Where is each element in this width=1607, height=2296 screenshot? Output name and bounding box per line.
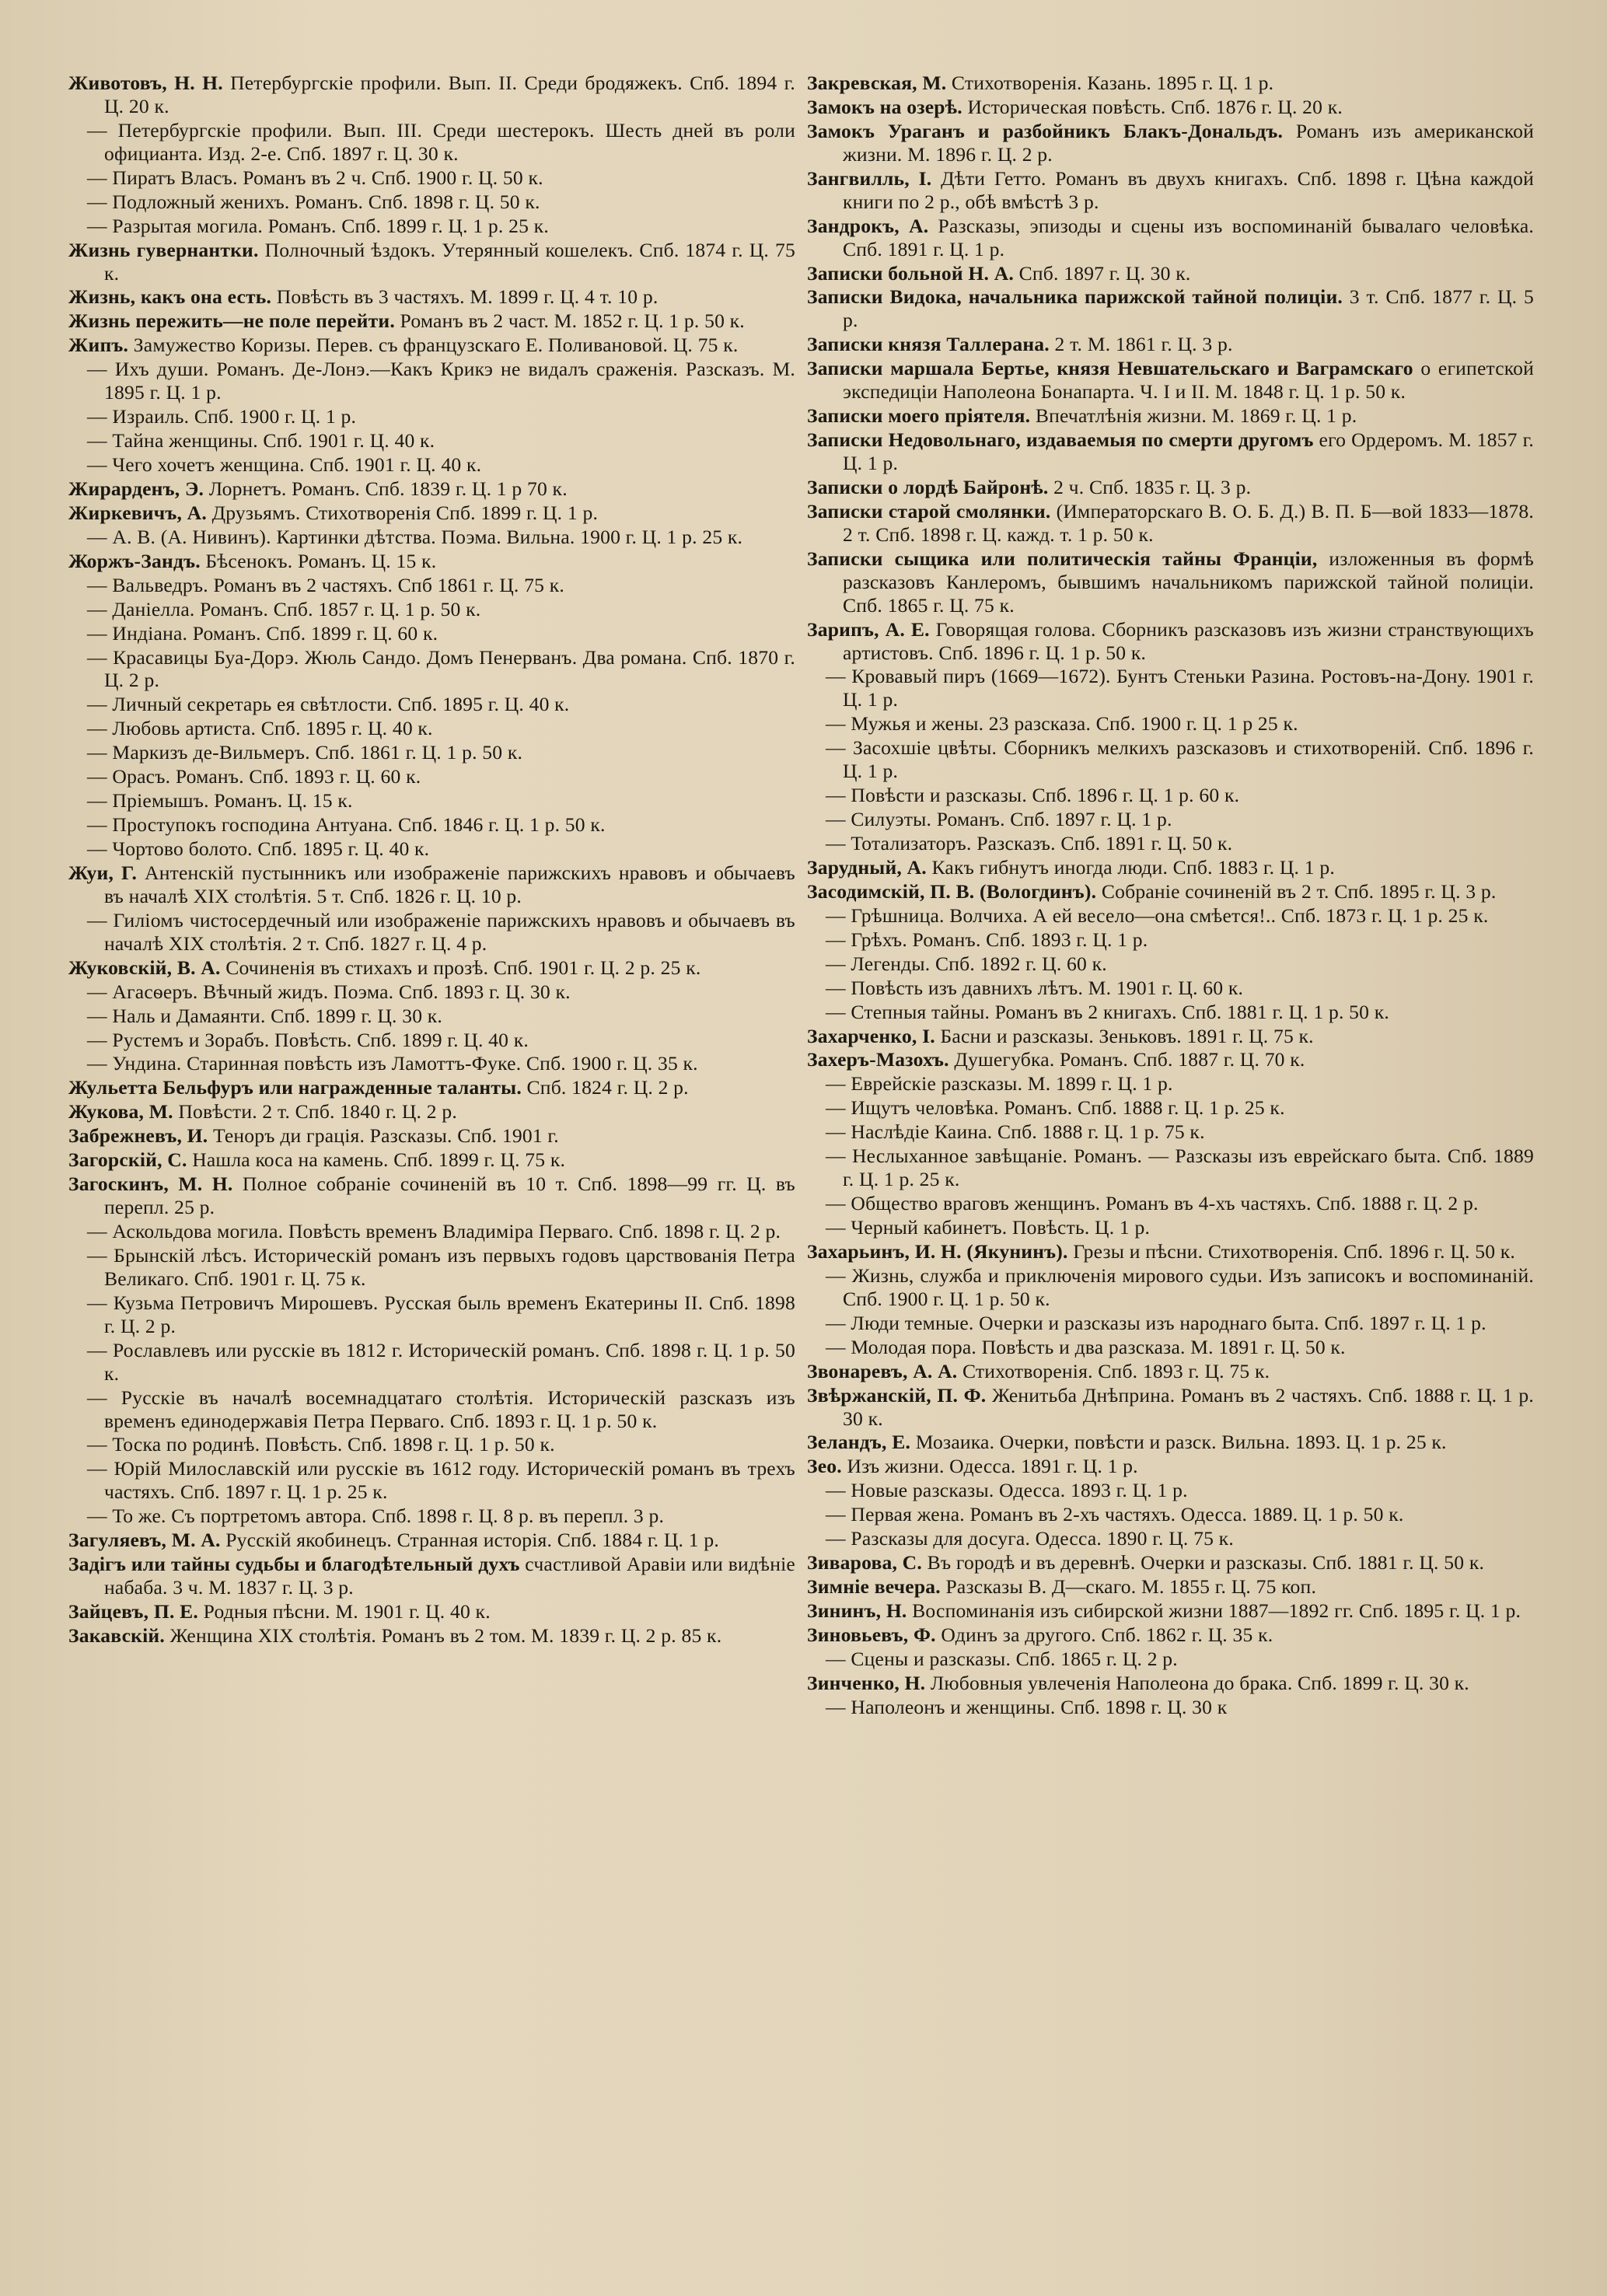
entry-author: Зиновьевъ, Ф. xyxy=(807,1623,936,1646)
entry-text: Какъ гибнутъ иногда люди. Спб. 1883 г. Ц. 1 р. xyxy=(931,855,1335,879)
entry-text: — Жизнь, служба и приключенія мирового судьи. Изъ записокъ и воспоминаній. Спб. 1900 г. Ц. 1 р. 50 к. xyxy=(826,1263,1534,1310)
catalog-entry xyxy=(807,72,1534,95)
catalog-entry xyxy=(807,167,1534,214)
catalog-entry xyxy=(68,765,795,788)
catalog-entry xyxy=(68,1339,795,1386)
catalog-entry xyxy=(807,1216,1534,1239)
catalog-entry xyxy=(807,357,1534,404)
entry-text: Родныя пѣсни. М. 1901 г. Ц. 40 к. xyxy=(203,1600,491,1623)
catalog-entry xyxy=(68,1433,795,1456)
catalog-entry xyxy=(807,1072,1534,1096)
entry-text: Историческая повѣсть. Спб. 1876 г. Ц. 20 к. xyxy=(967,95,1343,118)
catalog-entry xyxy=(68,1220,795,1243)
entry-author: Захарьинъ, И. Н. (Якунинъ). xyxy=(807,1239,1068,1263)
entry-author: Забрежневъ, И. xyxy=(68,1124,208,1148)
entry-author: Захарченко, І. xyxy=(807,1024,935,1047)
entry-text: Романъ въ 2 част. М. 1852 г. Ц. 1 р. 50 к. xyxy=(400,309,745,333)
catalog-entry xyxy=(68,285,795,309)
entry-text: Нашла коса на камень. Спб. 1899 г. Ц. 75 к. xyxy=(192,1148,566,1172)
entry-text: — Черный кабинетъ. Повѣсть. Ц. 1 р. xyxy=(826,1216,1151,1239)
entry-text: — Тоска по родинѣ. Повѣсть. Спб. 1898 г. Ц. 1 р. 50 к. xyxy=(87,1433,555,1456)
entry-text: — Общество враговъ женщинъ. Романъ въ 4-хъ частяхъ. Спб. 1888 г. Ц. 2 р. xyxy=(826,1192,1479,1215)
catalog-entry xyxy=(68,1291,795,1338)
catalog-entry xyxy=(807,1120,1534,1144)
entry-author: Записки больной Н. А. xyxy=(807,261,1014,285)
catalog-entry xyxy=(807,1696,1534,1719)
catalog-entry xyxy=(807,1312,1534,1335)
entry-text: — Юрій Милославскій или русскіе въ 1612 году. Историческій романъ въ трехъ частяхъ. Спб. 1897 г. Ц. 1 р. 25 к. xyxy=(87,1457,795,1504)
entry-author: Захеръ-Мазохъ. xyxy=(807,1048,949,1071)
entry-author: Зимніе вечера. xyxy=(807,1575,941,1599)
catalog-entry xyxy=(68,1100,795,1124)
entry-text: — Пріемышъ. Романъ. Ц. 15 к. xyxy=(87,789,353,813)
catalog-entry xyxy=(68,1529,795,1552)
entry-text: — Петербургскіе профили. Вып. III. Среди шестерокъ. Шесть дней въ роли официанта. Изд. 2-е. Спб. 1897 г. Ц. 30 к. xyxy=(87,118,795,165)
entry-author: Замокъ на озерѣ. xyxy=(807,95,962,118)
entry-text: Грезы и пѣсни. Стихотворенія. Спб. 1896 г. Ц. 50 к. xyxy=(1073,1239,1516,1263)
catalog-entry xyxy=(807,856,1534,879)
catalog-entry xyxy=(807,1048,1534,1071)
catalog-entry xyxy=(68,1386,795,1433)
catalog-entry xyxy=(68,526,795,549)
entry-text: Басни и разсказы. Зеньковъ. 1891 г. Ц. 75 к. xyxy=(940,1024,1314,1047)
catalog-entry xyxy=(807,547,1534,617)
entry-text: — Пиратъ Власъ. Романъ въ 2 ч. Спб. 1900 г. Ц. 50 к. xyxy=(87,166,543,189)
left-column xyxy=(68,72,795,1648)
entry-author: Жизнь, какъ она есть. xyxy=(68,285,272,309)
catalog-entry xyxy=(807,784,1534,807)
entry-text: Теноръ ди грація. Разсказы. Спб. 1901 г. xyxy=(212,1124,559,1148)
entry-author: Жуи, Г. xyxy=(68,861,138,884)
entry-text: — Тайна женщины. Спб. 1901 г. Ц. 40 к. xyxy=(87,429,435,453)
entry-author: Записки маршала Бертье, князя Невшательскаго и Ваграмскаго xyxy=(807,357,1413,380)
entry-text: о египетской экспедиціи Наполеона Бонапарта. Ч. I и II. М. 1848 г. Ц. 1 р. 50 к. xyxy=(843,357,1534,404)
catalog-entry xyxy=(807,1240,1534,1263)
entry-text: — Разсказы для досуга. Одесса. 1890 г. Ц. 75 к. xyxy=(826,1527,1234,1550)
catalog-entry xyxy=(807,736,1534,783)
catalog-entry xyxy=(68,309,795,333)
catalog-entry xyxy=(68,358,795,404)
catalog-entry xyxy=(807,952,1534,976)
entry-author: Жиркевичъ, А. xyxy=(68,501,207,524)
entry-author: Зео. xyxy=(807,1455,842,1478)
catalog-entry xyxy=(807,120,1534,166)
catalog-entry xyxy=(807,928,1534,952)
entry-text: — Чего хочетъ женщина. Спб. 1901 г. Ц. 40 к. xyxy=(87,453,482,476)
entry-author: Звѣржанскій, П. Ф. xyxy=(807,1383,987,1407)
catalog-entry xyxy=(68,1052,795,1075)
catalog-entry xyxy=(68,622,795,645)
entry-author: Зайцевъ, П. Е. xyxy=(68,1600,199,1623)
entry-text: — Силуэты. Романъ. Спб. 1897 г. Ц. 1 р. xyxy=(826,808,1172,831)
entry-text: изложенныя въ формѣ разсказовъ Канлеромъ, бывшимъ начальникомъ парижской тайной полиціи. Спб. 1865 г. Ц. 75 к. xyxy=(843,547,1534,617)
entry-text: — Повѣсти и разсказы. Спб. 1896 г. Ц. 1 р. 60 к. xyxy=(826,784,1240,807)
catalog-entry xyxy=(68,72,795,118)
catalog-entry xyxy=(807,1672,1534,1695)
entry-text: Спб. 1824 г. Ц. 2 р. xyxy=(526,1076,689,1099)
entry-text: — Неслыханное завѣщаніе. Романъ. — Разсказы изъ еврейскаго быта. Спб. 1889 г. Ц. 1 р. 25 к. xyxy=(826,1145,1534,1191)
entry-text: Антенскій пустынникъ или изображеніе парижскихъ нравовъ и обычаевъ въ началѣ XIX столѣтія. 5 т. Спб. 1826 г. Ц. 10 р. xyxy=(104,861,795,907)
catalog-entry xyxy=(807,618,1534,665)
entry-text: — То же. Съ портретомъ автора. Спб. 1898 г. Ц. 8 р. въ перепл. 3 р. xyxy=(87,1504,665,1528)
entry-author: Записки старой смолянки. xyxy=(807,499,1051,522)
entry-text: Собраніе сочиненій въ 2 т. Спб. 1895 г. Ц. 3 р. xyxy=(1101,879,1497,903)
entry-text: — Ундина. Старинная повѣсть изъ Ламоттъ-Фуке. Спб. 1900 г. Ц. 35 к. xyxy=(87,1052,698,1075)
entry-text: — Разрытая могила. Романъ. Спб. 1899 г. Ц. 1 р. 25 к. xyxy=(87,214,549,237)
entry-text: — Ищутъ человѣка. Романъ. Спб. 1888 г. Ц. 1 р. 25 к. xyxy=(826,1096,1285,1120)
entry-text: Впечатлѣнія жизни. М. 1869 г. Ц. 1 р. xyxy=(1035,404,1357,428)
catalog-entry xyxy=(68,980,795,1004)
catalog-entry xyxy=(68,1029,795,1052)
entry-author: Замокъ Ураганъ и разбойникъ Блакъ-Дональдъ. xyxy=(807,119,1284,142)
catalog-entry xyxy=(807,1479,1534,1502)
entry-author: Записки Недовольнаго, издаваемыя по смерти другомъ xyxy=(807,428,1314,452)
catalog-entry xyxy=(807,215,1534,261)
catalog-entry xyxy=(68,1172,795,1219)
entry-text: — Красавицы Буа-Дорэ. Жюль Сандо. Домъ Пенерванъ. Два романа. Спб. 1870 г. Ц. 2 р. xyxy=(87,645,795,692)
entry-text: — Рославлевъ или русскіе въ 1812 г. Историческій романъ. Спб. 1898 г. Ц. 1 р. 50 к. xyxy=(87,1338,795,1385)
entry-text: Дѣти Гетто. Романъ въ двухъ книгахъ. Спб. 1898 г. Цѣна каждой книги по 2 р., обѣ вмѣстѣ 3 р. xyxy=(843,166,1534,213)
catalog-entry xyxy=(68,190,795,214)
entry-author: Засодимскій, П. В. (Вологдинъ). xyxy=(807,879,1097,903)
entry-author: Жуковскій, В. А. xyxy=(68,956,221,979)
entry-text: 3 т. Спб. 1877 г. Ц. 5 р. xyxy=(843,285,1534,332)
catalog-entry xyxy=(68,956,795,980)
entry-text: Въ городѣ и въ деревнѣ. Очерки и разсказы. Спб. 1881 г. Ц. 50 к. xyxy=(927,1551,1485,1574)
entry-text: Разсказы В. Д—скаго. М. 1855 г. Ц. 75 коп. xyxy=(945,1575,1317,1599)
entry-text: — Личный секретарь ея свѣтлости. Спб. 1895 г. Ц. 40 к. xyxy=(87,693,570,716)
entry-text: Повѣсть въ 3 частяхъ. М. 1899 г. Ц. 4 т. 10 р. xyxy=(276,285,659,309)
catalog-entry xyxy=(68,1148,795,1172)
entry-author: Зарипъ, А. Е. xyxy=(807,617,930,641)
entry-text: — Проступокъ господина Антуана. Спб. 1846 г. Ц. 1 р. 50 к. xyxy=(87,813,606,837)
entry-text: — Повѣсть изъ давнихъ лѣтъ. М. 1901 г. Ц. 60 к. xyxy=(826,976,1244,999)
catalog-entry xyxy=(68,1124,795,1148)
catalog-entry xyxy=(68,166,795,190)
entry-text: — Аскольдова могила. Повѣсть временъ Владиміра Перваго. Спб. 1898 г. Ц. 2 р. xyxy=(87,1220,781,1242)
catalog-entry xyxy=(68,646,795,693)
catalog-entry xyxy=(807,712,1534,736)
catalog-entry xyxy=(68,550,795,573)
catalog-entry xyxy=(807,1384,1534,1431)
entry-text: — Мужья и жены. 23 разсказа. Спб. 1900 г. Ц. 1 р 25 к. xyxy=(826,712,1298,736)
entry-text: — Засохшіе цвѣты. Сборникъ мелкихъ разсказовъ и стихотвореній. Спб. 1896 г. Ц. 1 р. xyxy=(826,736,1534,783)
entry-text: — Рустемъ и Зорабъ. Повѣсть. Спб. 1899 г. Ц. 40 к. xyxy=(87,1028,529,1051)
entry-text: — Сцены и разсказы. Спб. 1865 г. Ц. 2 р. xyxy=(826,1647,1178,1670)
catalog-entry xyxy=(68,453,795,477)
catalog-entry xyxy=(807,1551,1534,1574)
entry-text: — Кузьма Петровичъ Мирошевъ. Русская быль временъ Екатерины II. Спб. 1898 г. Ц. 2 р. xyxy=(87,1291,795,1337)
entry-author: Зиварова, С. xyxy=(807,1551,922,1574)
catalog-entry xyxy=(68,501,795,525)
catalog-entry xyxy=(68,1624,795,1648)
entry-text: — Гиліомъ чистосердечный или изображеніе парижскихъ нравовъ и обычаевъ въ началѣ XIX столѣтія. 2 т. Спб. 1827 г. Ц. 4 р. xyxy=(87,908,795,955)
catalog-entry xyxy=(68,1553,795,1599)
catalog-entry xyxy=(68,1457,795,1504)
catalog-entry xyxy=(807,1575,1534,1599)
entry-author: Жукова, М. xyxy=(68,1100,173,1124)
catalog-entry xyxy=(68,813,795,837)
catalog-entry xyxy=(68,598,795,621)
entry-text: — Наслѣдіе Каина. Спб. 1888 г. Ц. 1 р. 75 к. xyxy=(826,1120,1205,1144)
entry-text: — Чортово болото. Спб. 1895 г. Ц. 40 к. xyxy=(87,837,430,860)
entry-text: — Тотализаторъ. Разсказъ. Спб. 1891 г. Ц. 50 к. xyxy=(826,832,1233,854)
entry-text: — Степныя тайны. Романъ въ 2 книгахъ. Спб. 1881 г. Ц. 1 р. 50 к. xyxy=(826,1000,1389,1023)
catalog-entry xyxy=(807,880,1534,903)
entry-author: Записки князя Таллерана. xyxy=(807,333,1050,356)
entry-text: его Ордеромъ. М. 1857 г. Ц. 1 р. xyxy=(843,428,1534,474)
catalog-entry xyxy=(68,741,795,764)
entry-text: Спб. 1897 г. Ц. 30 к. xyxy=(1018,261,1191,285)
catalog-entry xyxy=(807,1527,1534,1550)
catalog-entry xyxy=(807,1360,1534,1383)
entry-text: Полночный ѣздокъ. Утерянный кошелекъ. Спб. 1874 г. Ц. 75 к. xyxy=(104,238,795,285)
entry-author: Закревская, М. xyxy=(807,72,947,94)
entry-text: Душегубка. Романъ. Спб. 1887 г. Ц. 70 к. xyxy=(954,1048,1305,1071)
catalog-entry xyxy=(68,1005,795,1028)
catalog-entry xyxy=(807,1623,1534,1647)
entry-text: — Новые разсказы. Одесса. 1893 г. Ц. 1 р. xyxy=(826,1479,1188,1502)
catalog-entry xyxy=(68,405,795,428)
entry-text: — Подложный женихъ. Романъ. Спб. 1898 г. Ц. 50 к. xyxy=(87,190,540,213)
catalog-entry xyxy=(807,1503,1534,1526)
entry-text: Замужество Коризы. Перев. съ французскаго Е. Поливановой. Ц. 75 к. xyxy=(133,334,739,357)
catalog-entry xyxy=(807,1145,1534,1191)
entry-text: Повѣсти. 2 т. Спб. 1840 г. Ц. 2 р. xyxy=(178,1100,457,1124)
entry-text: счастливой Аравіи или видѣніе набаба. 3 ч. М. 1837 г. Ц. 3 р. xyxy=(104,1553,795,1599)
entry-text: — Еврейскіе разсказы. М. 1899 г. Ц. 1 р. xyxy=(826,1072,1173,1096)
entry-text: Друзьямъ. Стихотворенія Спб. 1899 г. Ц. 1 р. xyxy=(211,501,599,524)
right-column xyxy=(807,72,1534,1720)
entry-text: — Кровавый пиръ (1669—1672). Бунтъ Стеньки Разина. Ростовъ-на-Дону. 1901 г. Ц. 1 р. xyxy=(826,665,1534,711)
catalog-entry xyxy=(807,832,1534,855)
entry-author: Жизнь гувернантки. xyxy=(68,238,259,261)
entry-text: — Первая жена. Романъ въ 2-хъ частяхъ. Одесса. 1889. Ц. 1 р. 50 к. xyxy=(826,1503,1404,1526)
catalog-entry xyxy=(807,1431,1534,1454)
entry-text: Бѣсенокъ. Романъ. Ц. 15 к. xyxy=(205,549,437,572)
catalog-entry xyxy=(807,262,1534,285)
catalog-entry xyxy=(807,476,1534,499)
catalog-entry xyxy=(68,717,795,740)
catalog-entry xyxy=(68,477,795,501)
catalog-entry xyxy=(68,861,795,908)
entry-text: Женщина XIX столѣтія. Романъ въ 2 том. М. 1839 г. Ц. 2 р. 85 к. xyxy=(169,1623,722,1647)
catalog-entry xyxy=(68,1244,795,1291)
catalog-entry xyxy=(807,1648,1534,1671)
catalog-entry xyxy=(68,837,795,861)
catalog-entry xyxy=(807,1001,1534,1024)
catalog-entry xyxy=(807,285,1534,332)
entry-author: Жирарденъ, Э. xyxy=(68,477,204,500)
entry-text: Стихотворенія. Казань. 1895 г. Ц. 1 р. xyxy=(951,72,1274,94)
entry-text: — Наль и Дамаянти. Спб. 1899 г. Ц. 30 к. xyxy=(87,1004,443,1027)
entry-text: Воспоминанія изъ сибирской жизни 1887—1892 гг. Спб. 1895 г. Ц. 1 р. xyxy=(912,1599,1521,1622)
catalog-entry xyxy=(807,333,1534,356)
entry-text: 2 ч. Спб. 1835 г. Ц. 3 р. xyxy=(1053,475,1252,498)
entry-text: Разсказы, эпизоды и сцены изъ воспоминаній бывалаго человѣка. Спб. 1891 г. Ц. 1 р. xyxy=(843,214,1534,260)
entry-author: Загорскій, С. xyxy=(68,1148,187,1172)
entry-text: — Агасѳеръ. Вѣчный жидъ. Поэма. Спб. 1893 г. Ц. 30 к. xyxy=(87,980,571,1003)
catalog-entry xyxy=(68,119,795,166)
catalog-entry xyxy=(807,1096,1534,1120)
entry-text: Женитьба Днѣприна. Романъ въ 2 частяхъ. Спб. 1888 г. Ц. 1 р. 30 к. xyxy=(843,1383,1534,1430)
catalog-entry xyxy=(807,665,1534,711)
entry-text: — Любовь артиста. Спб. 1895 г. Ц. 40 к. xyxy=(87,717,433,740)
catalog-entry xyxy=(68,1600,795,1623)
catalog-entry xyxy=(68,693,795,716)
entry-author: Жипъ. xyxy=(68,334,129,357)
entry-text: Лорнетъ. Романъ. Спб. 1839 г. Ц. 1 р 70 к. xyxy=(208,477,568,500)
catalog-entry xyxy=(68,909,795,956)
entry-author: Животовъ, Н. Н. xyxy=(68,72,223,94)
entry-text: — Грѣшница. Волчиха. А ей весело—она смѣется!.. Спб. 1873 г. Ц. 1 р. 25 к. xyxy=(826,903,1489,927)
catalog-entry xyxy=(807,1599,1534,1623)
entry-text: — Люди темные. Очерки и разсказы изъ народнаго быта. Спб. 1897 г. Ц. 1 р. xyxy=(826,1311,1486,1334)
entry-author: Зангвилль, І. xyxy=(807,166,932,190)
entry-text: — Даніелла. Романъ. Спб. 1857 г. Ц. 1 р. 50 к. xyxy=(87,597,481,620)
entry-text: 2 т. М. 1861 г. Ц. 3 р. xyxy=(1054,333,1233,356)
entry-text: — А. В. (А. Нивинъ). Картинки дѣтства. Поэма. Вильна. 1900 г. Ц. 1 р. 25 к. xyxy=(87,525,743,548)
entry-text: — Индіана. Романъ. Спб. 1899 г. Ц. 60 к. xyxy=(87,621,438,645)
catalog-entry xyxy=(807,428,1534,475)
catalog-entry xyxy=(68,429,795,453)
entry-author: Звонаревъ, А. А. xyxy=(807,1359,958,1382)
entry-text: Петербургскіе профили. Вып. II. Среди бродяжекъ. Спб. 1894 г. Ц. 20 к. xyxy=(104,72,796,117)
entry-text: — Ихъ души. Романъ. Де-Лонэ.—Какъ Крикэ не видалъ сраженія. Разсказъ. М. 1895 г. Ц. 1 р. xyxy=(87,358,795,404)
catalog-entry xyxy=(807,96,1534,119)
entry-text: (Императорскаго В. О. Б. Д.) В. П. Б—вой 1833—1878. 2 т. Спб. 1898 г. Ц. кажд. т. 1 р. 50 к. xyxy=(843,499,1534,546)
entry-author: Задігъ или тайны судьбы и благодѣтельный духъ xyxy=(68,1553,520,1576)
entry-text: Полное собраніе сочиненій въ 10 т. Спб. 1898—99 гг. Ц. въ перепл. 25 р. xyxy=(104,1172,795,1219)
entry-text: Сочиненія въ стихахъ и прозѣ. Спб. 1901 г. Ц. 2 р. 25 к. xyxy=(225,956,701,979)
entry-author: Записки моего пріятеля. xyxy=(807,404,1031,428)
entry-author: Жульетта Бельфуръ или награжденные таланты. xyxy=(68,1076,522,1099)
entry-author: Закавскій. xyxy=(68,1623,165,1647)
entry-text: — Грѣхъ. Романъ. Спб. 1893 г. Ц. 1 р. xyxy=(826,928,1148,951)
catalog-entry xyxy=(807,904,1534,928)
entry-author: Записки сыщика или политическія тайны Франціи, xyxy=(807,547,1318,570)
entry-author: Зининъ, Н. xyxy=(807,1599,907,1622)
entry-text: Романъ изъ американской жизни. М. 1896 г. Ц. 2 р. xyxy=(843,119,1534,166)
catalog-entry xyxy=(807,404,1534,428)
entry-author: Жизнь пережить—не поле перейти. xyxy=(68,309,395,333)
catalog-entry xyxy=(807,977,1534,1000)
catalog-entry xyxy=(807,808,1534,831)
catalog-entry xyxy=(68,1076,795,1099)
entry-author: Зинченко, Н. xyxy=(807,1671,926,1694)
entry-text: Говорящая голова. Сборникъ разсказовъ изъ жизни странствующихъ артистовъ. Спб. 1896 г. Ц. 1 р. 50 к. xyxy=(843,617,1534,664)
entry-author: Записки Видока, начальника парижской тайной полиціи. xyxy=(807,285,1343,309)
entry-author: Жоржъ-Зандъ. xyxy=(68,549,201,572)
catalog-entry xyxy=(807,1455,1534,1478)
catalog-entry xyxy=(807,1264,1534,1311)
entry-text: — Вальведръ. Романъ въ 2 частяхъ. Спб 1861 г. Ц. 75 к. xyxy=(87,573,564,596)
entry-text: — Израиль. Спб. 1900 г. Ц. 1 р. xyxy=(87,405,357,428)
entry-author: Зандрокъ, А. xyxy=(807,214,929,237)
entry-text: — Маркизъ де-Вильмеръ. Спб. 1861 г. Ц. 1 р. 50 к. xyxy=(87,741,523,764)
entry-text: — Русскіе въ началѣ восемнадцатаго столѣтія. Историческій разсказъ изъ временъ единодержавія Петра Перваго. Спб. 1893 г. Ц. 1 р. 50 к. xyxy=(87,1386,795,1432)
entry-author: Загуляевъ, М. А. xyxy=(68,1529,221,1552)
entry-text: Русскій якобинецъ. Странная исторія. Спб. 1884 г. Ц. 1 р. xyxy=(225,1529,719,1552)
entry-text: — Орасъ. Романъ. Спб. 1893 г. Ц. 60 к. xyxy=(87,765,421,788)
entry-text: Любовныя увлеченія Наполеона до брака. Спб. 1899 г. Ц. 30 к. xyxy=(930,1671,1469,1694)
catalog-entry xyxy=(807,500,1534,547)
catalog-entry xyxy=(807,1025,1534,1048)
catalog-entry xyxy=(807,1192,1534,1215)
catalog-entry xyxy=(68,239,795,285)
entry-text: Мозаика. Очерки, повѣсти и разск. Вильна. 1893. Ц. 1 р. 25 к. xyxy=(915,1431,1447,1454)
catalog-entry xyxy=(68,215,795,238)
entry-text: — Молодая пора. Повѣсть и два разсказа. М. 1891 г. Ц. 50 к. xyxy=(826,1335,1346,1358)
entry-author: Зарудный, А. xyxy=(807,855,927,879)
entry-text: — Легенды. Спб. 1892 г. Ц. 60 к. xyxy=(826,952,1107,975)
catalog-entry xyxy=(807,1336,1534,1359)
catalog-entry xyxy=(68,334,795,357)
entry-author: Зеландъ, Е. xyxy=(807,1431,911,1454)
entry-text: Стихотворенія. Спб. 1893 г. Ц. 75 к. xyxy=(962,1359,1270,1382)
catalog-entry xyxy=(68,1504,795,1528)
entry-text: — Наполеонъ и женщины. Спб. 1898 г. Ц. 30 к xyxy=(826,1695,1228,1718)
entry-author: Записки о лордѣ Байронѣ. xyxy=(807,475,1049,498)
entry-text: — Брынскій лѣсъ. Историческій романъ изъ первыхъ годовъ царствованія Петра Великаго. Спб. 1901 г. Ц. 75 к. xyxy=(87,1243,795,1290)
entry-text: Изъ жизни. Одесса. 1891 г. Ц. 1 р. xyxy=(847,1455,1138,1478)
entry-author: Загоскинъ, М. Н. xyxy=(68,1172,233,1196)
catalog-entry xyxy=(68,789,795,813)
catalog-entry xyxy=(68,574,795,597)
entry-text: Одинъ за другого. Спб. 1862 г. Ц. 35 к. xyxy=(941,1623,1273,1646)
